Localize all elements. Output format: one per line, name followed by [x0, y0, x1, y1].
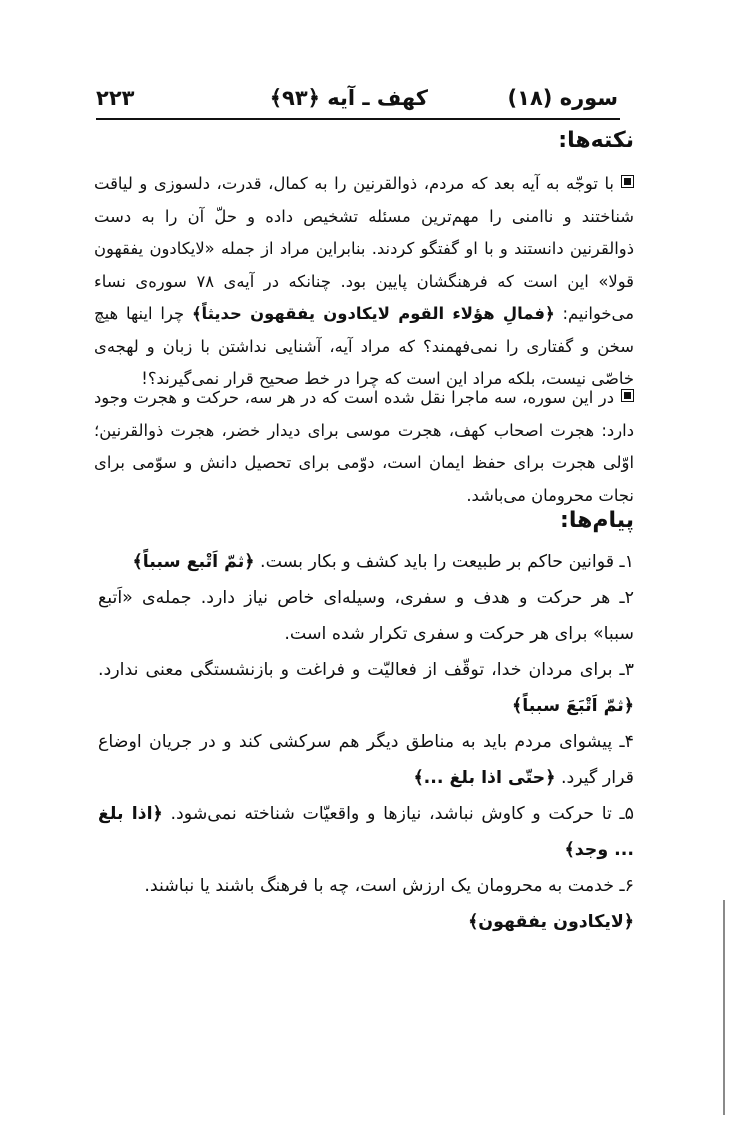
message-item — [98, 796, 634, 868]
message-number: ۶ — [624, 876, 634, 896]
messages-list — [98, 544, 634, 940]
note-bullet-1 — [94, 168, 634, 396]
message-quote: ﴿اذا بلغ ... وجد﴾ — [98, 804, 634, 860]
message-item — [98, 724, 634, 796]
note-1-quote: ﴿فمالِ هؤلاء القوم لایکادون یفقهون حدیثاً﴾ — [191, 304, 555, 323]
message-number: ۳ — [624, 660, 634, 680]
message-number: ۱ — [624, 552, 634, 572]
message-quote: ﴿ثمّ اَتْبَعَ سبباً﴾ — [512, 696, 634, 716]
square-bullet-icon — [621, 175, 634, 188]
message-item — [98, 652, 634, 724]
message-quote: ﴿حتّی اذا بلغ ...﴾ — [413, 768, 556, 788]
note-1-rest: چرا اینها هیچ سخن و گفتاری را نمی‌فهمند؟ که مراد آیه، آشنایی نداشتن با زبان و لهجه‌ی خاصّی نیست، بلکه مراد این است که چرا در خط صحیح قرار نمی‌گیرند؟! — [94, 304, 634, 388]
page-number: ۲۲۳ — [96, 86, 135, 110]
message-text: ـ قوانین حاکم بر طبیعت را باید کشف و بکار بست. — [260, 552, 625, 572]
message-number: ۲ — [624, 588, 634, 608]
note-bullet-2 — [94, 382, 634, 512]
square-bullet-icon — [621, 389, 634, 402]
message-number: ۵ — [624, 804, 634, 824]
message-item — [98, 544, 634, 580]
message-text: ـ پیشوای مردم باید به مناطق دیگر هم سرکشی کند و در جریان اوضاع قرار گیرد. — [98, 732, 634, 788]
message-item — [98, 868, 634, 940]
note-1-text: با توجّه به آیه بعد که مردم، ذوالقرنین را به کمال، قدرت، دلسوزی و لیاقت شناختند و ناامنی را مهم‌ترین مسئله تشخیص داده و حلّ آن را به دست ذوالقرنین دانستند و با او گفتگو کردند. بنابراین مراد از جمله «لایکادون یفقهون قولا» این است که فرهنگشان پایین بود. چنانکه در آیه‌ی ۷۸ سوره‌ی نساء می‌خوانیم: — [94, 174, 634, 323]
message-number: ۴ — [624, 732, 634, 752]
header-rule — [96, 118, 620, 120]
message-text: ـ برای مردان خدا، توقّف از فعالیّت و فراغت و بازنشستگی معنی ندارد. — [98, 660, 625, 680]
surah-label: سوره (۱۸) — [507, 86, 618, 110]
messages-heading: پیام‌ها: — [560, 508, 634, 533]
running-header — [96, 86, 618, 116]
message-item — [98, 580, 634, 652]
notes-heading: نکته‌ها: — [558, 128, 634, 153]
message-quote: ﴿لایکادون یفقهون﴾ — [468, 912, 634, 932]
scan-edge-line — [723, 900, 725, 1115]
message-text: ـ تا حرکت و کاوش نباشد، نیازها و واقعیّات شناخته نمی‌شود. — [170, 804, 625, 824]
verse-label: کهف ـ آیه ﴿۹۳﴾ — [269, 86, 428, 110]
message-text: ـ خدمت به محرومان یک ارزش است، چه با فرهنگ باشند یا نباشند. — [144, 876, 625, 896]
message-text: ـ هر حرکت و هدف و سفری، وسیله‌ای خاص نیاز دارد. جمله‌ی «اَتبع سببا» برای هر حرکت و سفری تکرار شده است. — [98, 588, 634, 644]
note-2-text: در این سوره، سه ماجرا نقل شده است که در هر سه، حرکت و هجرت وجود دارد: هجرت اصحاب کهف، هجرت موسی برای دیدار خضر، هجرت ذوالقرنین؛ اوّلی هجرت برای حفظ ایمان است، دوّمی برای تحصیل دانش و سوّمی برای نجات محرومان می‌باشد. — [94, 388, 634, 505]
message-quote: ﴿ثمّ اَتْبع سبباً﴾ — [132, 552, 255, 572]
